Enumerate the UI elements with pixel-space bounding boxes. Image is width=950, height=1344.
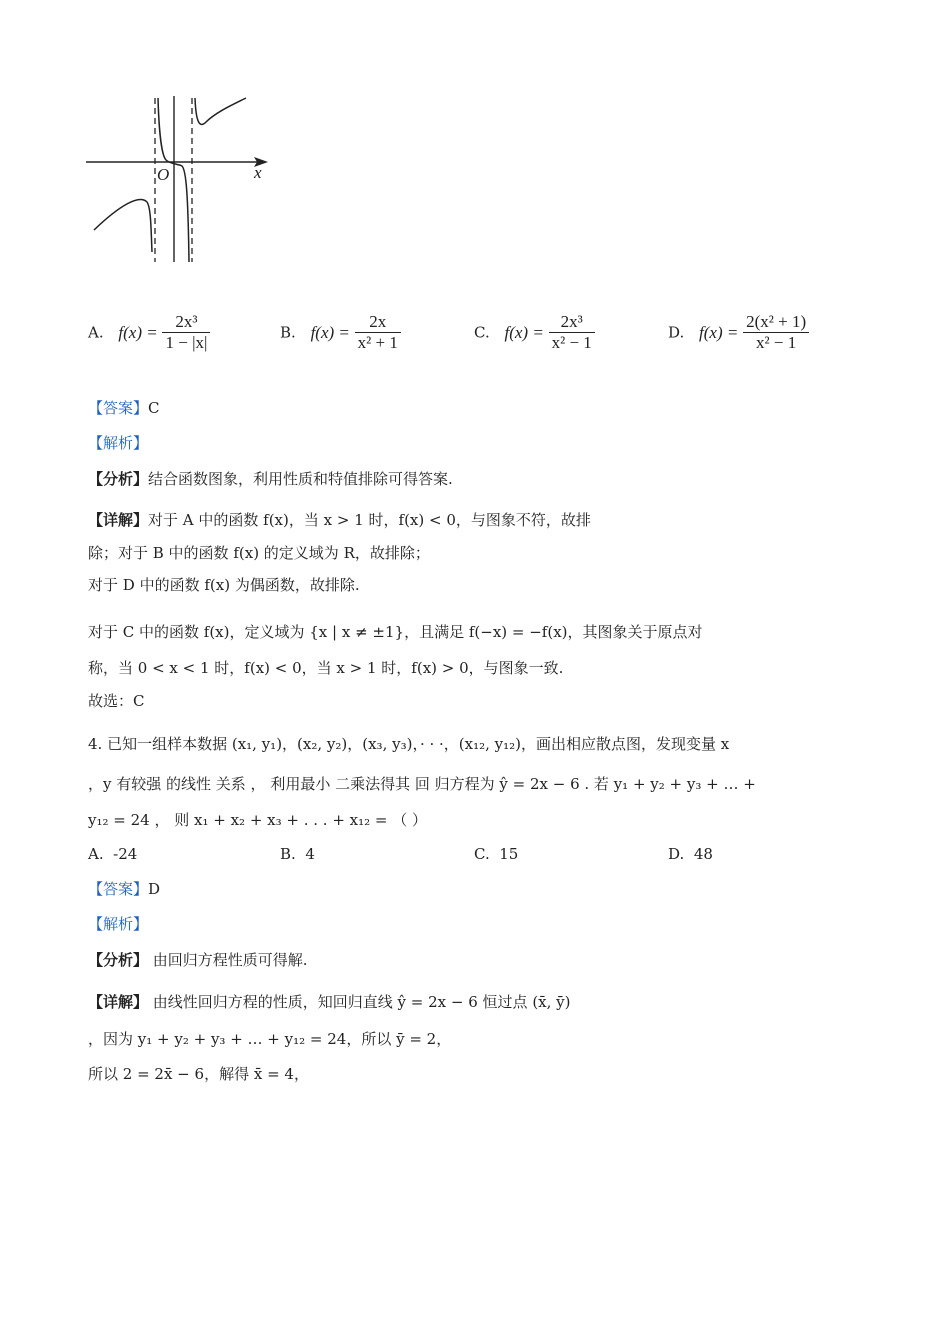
fenxi-tag: 【分析】 <box>88 951 149 969</box>
detail-tag: 【详解】 <box>88 993 149 1011</box>
q4-stem-line-1 <box>88 733 729 755</box>
stem-text: ，y 有较强 的线性 关系 ， 利用最小 二乘法得其 回 归方程为 ŷ = 2x − 6 . 若 y₁ + y₂ + y₃ + … + <box>88 775 756 793</box>
analysis-tag: 【解析】 <box>88 434 149 452</box>
detail-text: 对于 D 中的函数 f(x) 为偶函数，故排除. <box>88 576 360 594</box>
q3-option-d <box>668 312 809 353</box>
option-fraction: $\frac{2x}{\text{x² + 1}}$ <box>355 312 401 353</box>
q4-fenxi-line <box>88 949 308 971</box>
q3-detail-line-5 <box>88 657 563 679</box>
q3-answer-line <box>88 397 160 419</box>
origin-label: O <box>157 165 170 184</box>
curve-right-branch <box>195 98 246 124</box>
option-lhs: f(x) = <box>504 322 544 342</box>
detail-text: 由线性回归方程的性质，知回归直线 ŷ = 2x − 6 恒过点 (x̄, ȳ) <box>148 993 571 1011</box>
stem-text: 4. 已知一组样本数据 (x₁, y₁)，(x₂, y₂)，(x₃, y₃)，· · ·，(x₁₂, y₁₂)，画出相应散点图，发现变量 x <box>88 735 730 753</box>
analysis-tag: 【解析】 <box>88 915 149 933</box>
detail-text: 除；对于 B 中的函数 f(x) 的定义域为 R，故排除； <box>88 544 430 562</box>
q4-detail-line-1 <box>88 991 571 1013</box>
option-letter: A. <box>88 845 104 863</box>
answer-value: C <box>148 399 160 417</box>
answer-tag: 【答案】 <box>88 399 149 417</box>
q3-detail-line-2 <box>88 542 430 564</box>
detail-text: 对于 C 中的函数 f(x)，定义域为 {x | x ≠ ±1}，且满足 f(−x) = −f(x)，其图象关于原点对 <box>88 623 703 641</box>
q3-option-b <box>280 312 401 353</box>
option-lhs: f(x) = <box>118 322 158 342</box>
q4-option-b <box>280 845 315 863</box>
axis-x-label: x <box>254 163 262 182</box>
q3-detail-line-1 <box>88 509 591 531</box>
q4-detail-line-3 <box>88 1063 309 1085</box>
answer-value: D <box>148 880 161 898</box>
option-value: 48 <box>693 845 713 863</box>
q3-choice-line <box>88 690 144 712</box>
q4-analysis-tag <box>88 913 148 935</box>
fenxi-text: 由回归方程性质可得解. <box>148 951 308 969</box>
q3-analysis-tag <box>88 432 148 454</box>
choice-text: 故选：C <box>88 692 145 710</box>
option-value: 4 <box>305 845 315 863</box>
detail-text: 称，当 0 < x < 1 时，f(x) < 0，当 x > 1 时，f(x) > 0，与图象一致. <box>88 659 564 677</box>
option-letter: D. <box>668 845 685 863</box>
detail-text: ，因为 y₁ + y₂ + y₃ + … + y₁₂ = 24，所以 ȳ = 2， <box>88 1030 452 1048</box>
q4-option-c <box>474 845 518 863</box>
q3-detail-line-4 <box>88 621 703 643</box>
answer-tag: 【答案】 <box>88 880 149 898</box>
q3-fenxi-line <box>88 468 453 490</box>
option-letter: B. <box>280 323 296 342</box>
detail-text: 对于 A 中的函数 f(x)，当 x > 1 时，f(x) < 0，与图象不符，故排 <box>148 511 591 529</box>
q3-option-a <box>88 312 210 353</box>
q4-stem-line-3 <box>88 809 427 831</box>
q4-detail-line-2 <box>88 1028 451 1050</box>
fenxi-text: 结合函数图象，利用性质和特值排除可得答案. <box>148 470 453 488</box>
option-fraction: $\frac{\text{2x³}}{\text{x² − 1}}$ <box>549 312 595 353</box>
fenxi-tag: 【分析】 <box>88 470 149 488</box>
option-letter: B. <box>280 845 296 863</box>
detail-text: 所以 2 = 2x̄ − 6，解得 x̄ = 4， <box>88 1065 309 1083</box>
option-value: -24 <box>113 845 138 863</box>
curve-left-branch <box>94 200 152 252</box>
option-fraction: $\frac{\text{2(x² + 1)}}{\text{x² − 1}}$ <box>743 312 809 353</box>
q4-answer-line <box>88 878 160 900</box>
option-letter: C. <box>474 845 490 863</box>
option-letter: A. <box>88 323 104 342</box>
option-lhs: f(x) = <box>310 322 350 342</box>
q4-stem-line-2 <box>88 773 756 795</box>
stem-text: y₁₂ = 24 ， 则 x₁ + x₂ + x₃ + . . . + x₁₂ = （ ） <box>88 811 428 829</box>
option-value: 15 <box>499 845 519 863</box>
detail-tag: 【详解】 <box>88 511 149 529</box>
option-letter: C. <box>474 323 490 342</box>
option-fraction: $\frac{\text{2x³}}{1 - |x|}$ <box>162 312 210 353</box>
q3-detail-line-3 <box>88 574 360 596</box>
option-lhs: f(x) = <box>699 322 739 342</box>
q3-option-c <box>474 312 595 353</box>
function-graph <box>84 94 274 266</box>
q4-option-a <box>88 845 137 863</box>
q4-option-d <box>668 845 713 863</box>
option-letter: D. <box>668 323 685 342</box>
